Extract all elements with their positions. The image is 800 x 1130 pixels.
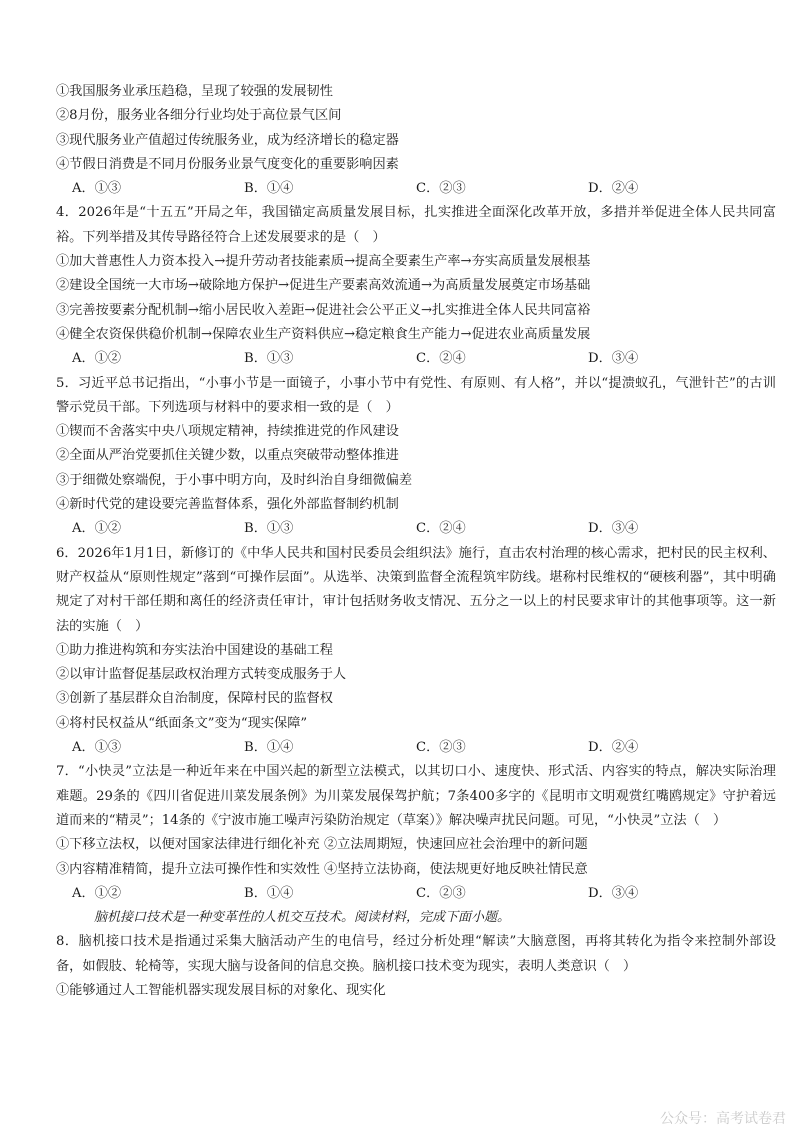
q3-option-b: B．①④ (244, 181, 294, 197)
question-6 (56, 542, 776, 761)
q7-stem: 7．“小快灵”立法是一种近年来在中国兴起的新型立法模式，以其切口小、速度快、形式活、内容实的特点，解决实际治理难题。29条的《四川省促进川菜发展条例》为川菜发展保驾护航；7条400多字的《昆明市文明观赏红嘴鸥规定》守护着远道而来的“精灵”；14条的《宁波市施工噪声污染防治规定（草案）》解决噪声扰民问题。可见，“小快灵”立法（ ） (56, 764, 776, 828)
q6-option-c: C．②③ (416, 740, 466, 756)
q6-option-b: B．①④ (244, 740, 294, 756)
q5-option-d: D．③④ (588, 521, 639, 537)
q6-item-2: ②以审计监督促基层政权治理方式转变成服务于人 (56, 667, 347, 683)
q5-options (56, 517, 776, 541)
q6-options (56, 736, 776, 760)
q5-item-4: ④新时代党的建设要完善监督体系，强化外部监督制约机制 (56, 497, 399, 513)
q6-option-d: D．②④ (588, 740, 639, 756)
q4-option-a: A．①② (72, 351, 122, 367)
q4-options (56, 347, 776, 371)
q4-item-2: ②建设全国统一大市场→破除地方保护→促进生产要素高效流通→为高质量发展奠定市场基础 (56, 278, 591, 294)
q5-item-2: ②全面从严治党要抓住关键少数，以重点突破带动整体推进 (56, 448, 399, 464)
q6-item-1: ①助力推进构筑和夯实法治中国建设的基础工程 (56, 642, 333, 658)
exam-page (56, 80, 776, 1003)
q3-option-c: C．②③ (416, 181, 466, 197)
q7-options (56, 882, 776, 906)
reading-intro: 脑机接口技术是一种变革性的人机交互技术。阅读材料，完成下面小题。 (94, 910, 511, 926)
q4-stem: 4．2026年是“十五五”开局之年，我国锚定高质量发展目标，扎实推进全面深化改革开放，多措并举促进全体人民共同富裕。下列举措及其传导路径符合上述发展要求的是（ ） (56, 205, 776, 245)
q3-item-2: ②8月份，服务业各细分行业均处于高位景气区间 (56, 108, 342, 124)
question-4 (56, 201, 776, 371)
q7-option-b: B．①④ (244, 885, 294, 901)
q6-item-3: ③创新了基层群众自治制度，保障村民的监督权 (56, 691, 333, 707)
q3-item-4: ④节假日消费是不同月份服务业景气度变化的重要影响因素 (56, 156, 399, 172)
q3-option-a: A．①③ (72, 181, 122, 197)
watermark: 公众号：高考试卷君 (660, 1111, 786, 1127)
question-7 (56, 760, 776, 906)
q5-item-1: ①锲而不舍落实中央八项规定精神，持续推进党的作风建设 (56, 424, 399, 440)
q5-option-a: A．①② (72, 521, 122, 537)
q5-option-b: B．①③ (244, 521, 294, 537)
q4-item-1: ①加大普惠性人力资本投入→提升劳动者技能素质→提高全要素生产率→夯实高质量发展根基 (56, 254, 591, 270)
q3-item-3: ③现代服务业产值超过传统服务业，成为经济增长的稳定器 (56, 132, 399, 148)
question-8 (56, 930, 776, 1003)
q7-option-c: C．②③ (416, 885, 466, 901)
q7-option-d: D．③④ (588, 885, 639, 901)
q7-option-a: A．①② (72, 885, 122, 901)
q6-option-a: A．①③ (72, 740, 122, 756)
q8-item-1: ①能够通过人工智能机器实现发展目标的对象化、现实化 (56, 982, 386, 998)
q4-item-3: ③完善按要素分配机制→缩小居民收入差距→促进社会公平正义→扎实推进全体人民共同富裕 (56, 302, 591, 318)
q5-option-c: C．②④ (416, 521, 466, 537)
question-5 (56, 372, 776, 542)
q3-item-1: ①我国服务业承压趋稳，呈现了较强的发展韧性 (56, 84, 333, 99)
q7-item-1: ①下移立法权，以便对国家法律进行细化补充 ②立法周期短，快速回应社会治理中的新问题 (56, 837, 588, 853)
q7-item-2: ③内容精准精简，提升立法可操作性和实效性 ④坚持立法协商，使法规更好地反映社情民意 (56, 861, 588, 877)
q5-item-3: ③于细微处察端倪，于小事中明方向，及时纠治自身细微偏差 (56, 472, 413, 488)
q4-option-d: D．③④ (588, 351, 639, 367)
q6-stem: 6．2026年1月1日，新修订的《中华人民共和国村民委员会组织法》施行，直击农村治理的核心需求，把村民的民主权利、财产权益从“原则性规定”落到“可操作层面”。从选举、决策到监督全流程筑牢防线。堪称村民维权的“硬核利器”，其中明确规定了对村干部任期和离任的经济责任审计，审计包括财务收支情况、五分之一以上的村民要求审计的其他事项等。这一新法的实施（ ） (56, 545, 776, 634)
q4-item-4: ④健全农资保供稳价机制→保障农业生产资料供应→稳定粮食生产能力→促进农业高质量发展 (56, 326, 591, 342)
q3-options (56, 177, 776, 201)
q3-option-d: D．②④ (588, 181, 639, 197)
q4-option-b: B．①③ (244, 351, 294, 367)
q4-option-c: C．②④ (416, 351, 466, 367)
q8-stem: 8．脑机接口技术是指通过采集大脑活动产生的电信号，经过分析处理“解读”大脑意图，再将其转化为指令来控制外部设备，如假肢、轮椅等，实现大脑与设备间的信息交换。脑机接口技术变为现实，表明人类意识（ ） (56, 934, 776, 974)
q5-stem: 5．习近平总书记指出，“小事小节是一面镜子，小事小节中有党性、有原则、有人格”，并以“提溃蚁孔，气泄针芒”的古训警示党员干部。下列选项与材料中的要求相一致的是（ ） (56, 375, 776, 415)
q6-item-4: ④将村民权益从“纸面条文”变为“现实保障” (56, 715, 308, 731)
question-3 (56, 80, 776, 201)
